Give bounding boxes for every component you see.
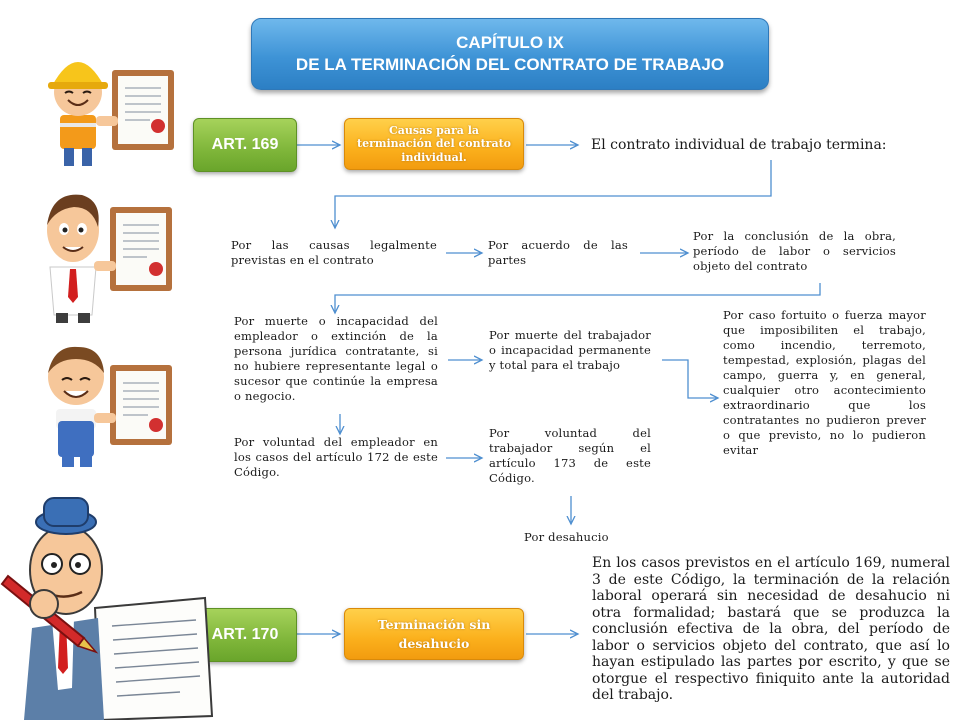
cause-item-4: Por muerte o incapacidad del empleador o extinción de la persona jurídica contratante, si no hubiere representante legal o sucesor que continúe la empresa o negocio. xyxy=(234,314,438,403)
cause-item-5: Por muerte del trabajador o incapacidad permanente y total para el trabajo xyxy=(489,328,651,372)
no-notice-box: Terminación sin desahucio xyxy=(344,608,524,660)
causes-box: Causas para la terminación del contrato individual. xyxy=(344,118,524,170)
art-169-intro: El contrato individual de trabajo termina: xyxy=(591,137,887,153)
cause-item-8: Por voluntad del trabajador según el artículo 173 de este Código. xyxy=(489,426,651,485)
arrow-item5-to-item6 xyxy=(662,360,718,398)
cause-item-2: Por acuerdo de las partes xyxy=(488,238,628,267)
cause-item-1: Por las causas legalmente previstas en el contrato xyxy=(231,238,437,267)
chapter-title-line2: DE LA TERMINACIÓN DEL CONTRATO DE TRABAJO xyxy=(295,55,725,74)
art-170-badge: ART. 170 xyxy=(193,608,297,662)
worker-overalls-certificate-icon xyxy=(28,335,178,470)
cause-item-3: Por la conclusión de la obra, período de labor o servicios objeto del contrato xyxy=(693,229,896,273)
art-170-text: En los casos previstos en el artículo 169, numeral 3 de este Código, la terminación de la relación laboral operará sin necesidad de desahucio ni otra formalidad; bastará que se produzca la conclusión efectiva de la obra, del período de labor o servicios objeto del contrato, que así lo hayan estipulado las partes por escrito, y que se otorgue el respectivo finiquito ante la autoridad del trabajo. xyxy=(592,555,950,703)
chapter-title-line1: CAPÍTULO IX xyxy=(456,33,564,52)
office-worker-certificate-icon xyxy=(22,185,182,325)
connector-intro-to-row1 xyxy=(335,160,771,228)
cause-item-9: Por desahucio xyxy=(524,530,609,544)
chapter-title-box xyxy=(251,18,769,90)
cause-item-7: Por voluntad del empleador en los casos del artículo 172 de este Código. xyxy=(234,435,438,479)
art-169-badge: ART. 169 xyxy=(193,118,297,172)
worker-hardhat-certificate-icon xyxy=(30,30,180,170)
manager-pen-document-icon xyxy=(0,488,215,720)
cause-item-6: Por caso fortuito o fuerza mayor que imposibiliten el trabajo, como incendio, terremoto, tempestad, explosión, plagas del campo, guerra y, en general, cualquier otro acontecimiento extraordinario que los contratantes no pudieron prever o que previsto, no lo pudieron evitar xyxy=(723,308,926,457)
